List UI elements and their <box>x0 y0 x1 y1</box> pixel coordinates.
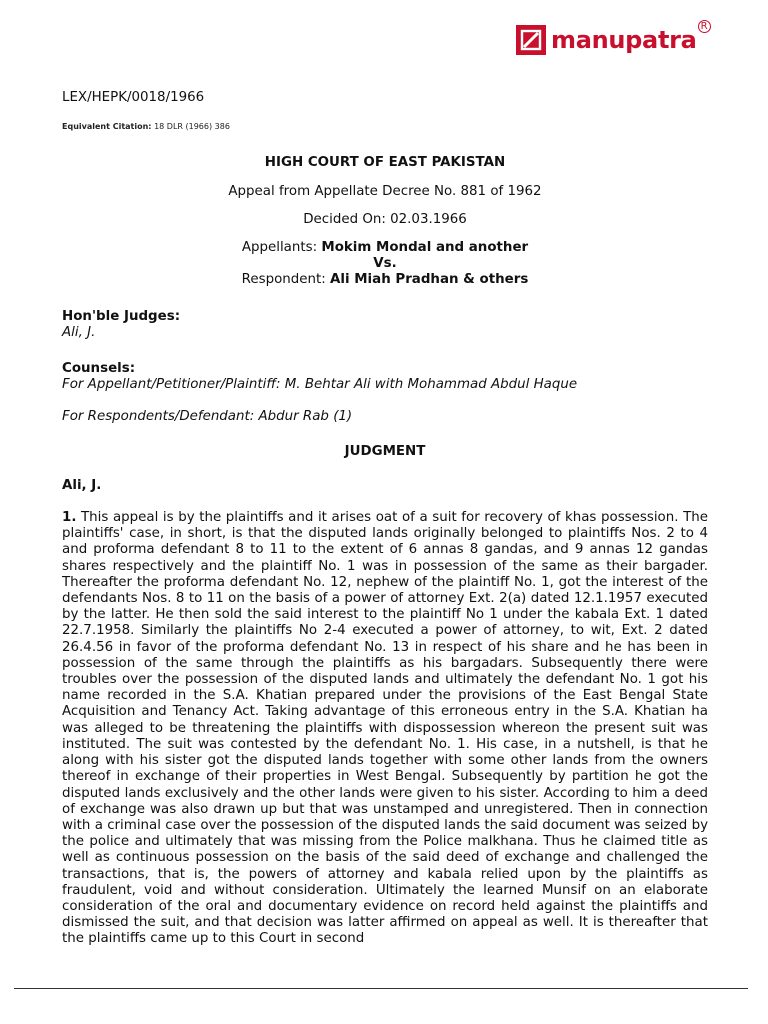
equivalent-citation-value: 18 DLR (1966) 386 <box>154 122 230 132</box>
judges-heading: Hon'ble Judges: <box>62 308 181 324</box>
citation-id: LEX/HEPK/0018/1966 <box>62 90 205 105</box>
equivalent-citation <box>62 119 708 135</box>
judges-names: Ali, J. <box>62 324 96 340</box>
brand-name: manupatra <box>551 26 697 54</box>
judgment-author: Ali, J. <box>62 477 102 493</box>
manupatra-logo <box>516 21 708 58</box>
footer-divider <box>14 988 748 989</box>
counsels-heading: Counsels: <box>62 361 136 377</box>
respondent-label: Respondent: <box>241 272 326 288</box>
appellants-label: Appellants: <box>241 240 318 256</box>
versus: Vs. <box>373 256 397 272</box>
judgment-heading: JUDGMENT <box>344 443 426 459</box>
counsels-section <box>62 361 708 426</box>
document-body <box>62 90 708 948</box>
paragraph-1 <box>62 510 708 947</box>
paragraph-number: 1. <box>62 510 77 526</box>
counsel-appellant: For Appellant/Petitioner/Plaintiff: M. Behtar Ali with Mohammad Abdul Haque <box>62 377 578 393</box>
registered-mark: R <box>698 20 711 33</box>
paragraph-text: This appeal is by the plaintiffs and it arises oat of a suit for recovery of khas possession. The plaintiffs' case, in short, is that the disputed lands originally belonged to plaintiffs Nos. 2 to 4 and proforma defendant 8 to 11 to the extent of 6 annas 8 gandas, and 9 annas 12 gandas shares respectively and the plaintiff No. 1 was in possession of the same as their bargader. Thereafter the proforma defendant No. 12, nephew of the plaintiff No. 1, got the interest of the defendants Nos. 8 to 11 on the basis of a power of attorney Ext. 2(a) dated 12.1.1957 executed by the latter. He then sold the said interest to the plaintiff No 1 under the kabala Ext. 1 dated 22.7.1958. Similarly the plaintiffs No 2-4 executed a power of attorney, to wit, Ext. 2 dated 26.4.56 in favor of the proforma defendant No. 13 in respect of his share and he has been in possession of the same through the plaintiffs as his bargadars. Subsequently there were troubles over the possession of the disputed lands and ultimately the defendant No. 1 got his name recorded in the S.A. Khatian prepared under the provisions of the East Bengal State Acquisition and Tenancy Act. Taking advantage of this erroneous entry in the S.A. Khatian ha was alleged to be threatening the plaintiffs with dispossession whereon the present suit was instituted. The suit was contested by the defendant No. 1. His case, in a nutshell, is that he along with his sister got the disputed lands together with some other lands from the owners thereof in exchange of their properties in West Bengal. Subsequently by partition he got the disputed lands exclusively and the other lands were given to his sister. According to him a deed of exchange was also drawn up but that was unstamped and unregistered. Then in connection with a criminal case over the possession of the disputed lands the said document was seized by the police and ultimately that was missing from the Police malkhana. Thus he claimed title as well as continuous possession on the basis of the said deed of exchange and challenged the transactions, that is, the powers of attorney and kabala relied upon by the plaintiffs as fraudulent, void and without consideration. Ultimately the learned Munsif on an elaborate consideration of the oral and documentary evidence on record held against the plaintiffs and dismissed the suit, and that decision was latter affirmed on appeal as well. It is thereafter that the plaintiffs came up to this Court in second <box>62 510 708 947</box>
appellants-names: Mokim Mondal and another <box>321 240 529 256</box>
appeal-number: Appeal from Appellate Decree No. 881 of 1962 <box>228 183 542 199</box>
respondent-line <box>62 272 708 288</box>
manupatra-logo-icon <box>516 25 546 55</box>
judges-section <box>62 309 708 341</box>
decided-date: Decided On: 02.03.1966 <box>303 211 467 227</box>
counsel-respondent: For Respondents/Defendant: Abdur Rab (1) <box>62 409 353 425</box>
court-name: HIGH COURT OF EAST PAKISTAN <box>264 155 506 171</box>
equivalent-citation-label: Equivalent Citation: <box>62 122 152 132</box>
appellants-line <box>62 240 708 256</box>
respondent-names: Ali Miah Pradhan & others <box>330 272 529 288</box>
